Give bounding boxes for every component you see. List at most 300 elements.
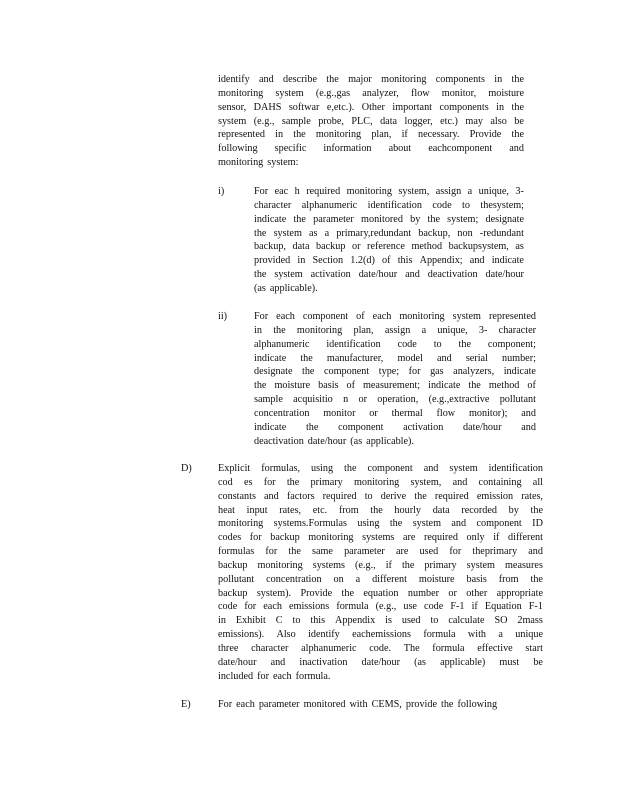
word: for: [408, 366, 421, 378]
word: be: [533, 656, 543, 668]
text-line: [254, 338, 536, 352]
word: specific: [274, 143, 307, 155]
word: date/hour: [463, 421, 502, 433]
word: concentration: [254, 407, 310, 419]
word: the: [293, 129, 306, 141]
word: primary: [310, 476, 343, 488]
word: primary: [424, 559, 457, 571]
word: and: [521, 421, 536, 433]
word: this: [397, 255, 413, 267]
word: required: [306, 186, 341, 197]
text-line: [254, 213, 524, 227]
word: activation: [310, 269, 351, 281]
word: effective: [477, 642, 513, 654]
word: if: [493, 532, 500, 544]
word: may: [465, 115, 483, 127]
text-line: [254, 268, 524, 282]
word: important: [392, 101, 433, 113]
word: system).: [256, 587, 292, 599]
word: the: [401, 559, 415, 571]
word: appropriate: [496, 587, 543, 599]
word: Appendix: [335, 615, 376, 627]
word: parameter: [313, 213, 354, 225]
word: as: [515, 241, 524, 253]
word: of: [356, 311, 365, 322]
word: the: [254, 269, 267, 281]
word: or: [352, 241, 361, 253]
word: if: [401, 129, 408, 141]
word: (as: [350, 435, 363, 447]
word: date/hour: [218, 656, 257, 668]
word: rates,: [521, 490, 543, 502]
intro-paragraph: [218, 73, 524, 170]
word: basis: [466, 573, 487, 585]
word: and: [259, 74, 274, 85]
word: the: [511, 129, 524, 141]
text-line: [218, 504, 543, 518]
word: system: [466, 559, 495, 571]
text-line: [218, 101, 524, 115]
text-line: [254, 352, 536, 366]
word: and: [264, 490, 279, 502]
section-d-marker: D): [181, 463, 192, 474]
word: non: [457, 227, 473, 239]
word: backup: [316, 241, 346, 253]
word: calculate: [448, 615, 485, 627]
word: monitoring: [399, 311, 445, 322]
text-line: [254, 407, 536, 421]
word: alphanumeric: [301, 199, 358, 211]
word: or: [369, 407, 378, 419]
word: following: [218, 143, 258, 155]
text-line: [218, 670, 543, 684]
word: date/hour: [307, 435, 347, 447]
word: the: [370, 504, 383, 516]
text-line: [218, 600, 543, 614]
word: in: [254, 324, 262, 336]
word: for: [244, 601, 257, 613]
word: Equation: [484, 601, 522, 613]
text-line: [218, 559, 543, 573]
text-line: [218, 517, 543, 531]
word: Other: [361, 101, 385, 113]
word: for: [263, 476, 276, 488]
word: component: [302, 311, 349, 322]
word: necessary.: [417, 129, 460, 141]
word: For: [254, 311, 269, 322]
word: activation: [403, 421, 444, 433]
word: character: [254, 199, 292, 211]
word: heat: [218, 504, 235, 516]
word: required: [423, 532, 458, 544]
word: the: [286, 476, 300, 488]
word: monitored: [303, 699, 346, 710]
text-line: [254, 240, 524, 254]
text-line: [218, 87, 524, 101]
word: (as: [414, 656, 426, 668]
text-line: [254, 324, 536, 338]
word: the: [305, 421, 319, 433]
word: monitor);: [468, 407, 508, 419]
word: formula: [432, 642, 465, 654]
word: major: [348, 74, 372, 85]
word: flow: [436, 407, 456, 419]
text-line: [218, 698, 527, 712]
text-line: [218, 462, 543, 476]
text-line: [218, 545, 543, 559]
text-line: [254, 393, 536, 407]
word: following: [457, 699, 498, 710]
word: formula.: [295, 670, 331, 682]
word: the: [511, 74, 524, 85]
text-line: [218, 656, 543, 670]
word: system: [218, 115, 247, 127]
word: monitoring: [218, 87, 264, 99]
word: code: [424, 601, 444, 613]
word: plan,: [371, 129, 392, 141]
word: monitor,: [441, 87, 477, 99]
word: indicate: [503, 366, 536, 378]
word: (e.g.,gas: [315, 87, 351, 99]
text-line: [218, 587, 543, 601]
word: using: [310, 463, 334, 474]
word: parameter: [258, 699, 300, 710]
word: are: [402, 532, 416, 544]
word: all: [532, 476, 543, 488]
text-line: [218, 73, 524, 87]
word: a: [324, 227, 330, 239]
word: system: [275, 87, 304, 99]
word: the: [458, 338, 471, 350]
word: data: [380, 115, 398, 127]
word: monitoring: [381, 74, 427, 85]
word: cod: [218, 476, 233, 488]
text-line: [254, 199, 524, 213]
word: 3-: [515, 186, 524, 197]
word: the: [468, 380, 481, 392]
word: a: [498, 629, 503, 641]
word: etc.: [312, 504, 328, 516]
word: the: [254, 380, 267, 392]
text-line: [254, 254, 524, 268]
word: must: [499, 656, 520, 668]
word: system:: [267, 157, 299, 169]
word: represented: [218, 129, 265, 141]
word: the: [530, 573, 543, 585]
word: and: [270, 656, 286, 668]
word: pollutant: [218, 573, 255, 585]
word: different: [372, 573, 407, 585]
word: deactivation: [254, 435, 304, 447]
word: data: [432, 504, 450, 516]
word: in: [297, 255, 306, 267]
word: eachemissions: [352, 629, 411, 641]
word: (e.g.,: [355, 559, 376, 571]
word: containing: [478, 476, 522, 488]
word: monitoring: [308, 532, 354, 544]
word: from: [338, 504, 359, 516]
word: thesystem;: [480, 199, 524, 211]
word: the: [344, 463, 357, 474]
word: this: [310, 615, 326, 627]
word: theprimary: [472, 546, 518, 558]
word: concentration: [266, 573, 322, 585]
word: a: [467, 186, 473, 197]
section-d-paragraph: [218, 462, 543, 684]
word: eachcomponent: [428, 143, 493, 155]
word: codes: [218, 532, 242, 544]
word: designate: [254, 366, 293, 378]
word: on: [333, 573, 344, 585]
word: system: [273, 227, 302, 239]
word: assign: [435, 186, 462, 197]
word: F-1: [528, 601, 543, 613]
item-i-marker: i): [218, 186, 225, 197]
word: be: [514, 115, 524, 127]
word: to: [462, 199, 470, 211]
word: the: [300, 352, 313, 364]
word: required: [322, 490, 357, 502]
word: and: [469, 255, 485, 267]
word: formulas,: [261, 463, 300, 474]
word: pollutant: [499, 394, 536, 406]
word: or: [358, 394, 367, 406]
word: Exhibit: [235, 615, 266, 627]
word: also: [490, 115, 507, 127]
word: alphanumeric: [301, 642, 357, 654]
word: systems: [312, 559, 345, 571]
word: system,: [398, 186, 430, 197]
word: describe: [283, 74, 317, 85]
word: assign: [384, 324, 411, 336]
word: Provide: [469, 129, 502, 141]
text-line: [254, 435, 536, 449]
word: formulas: [218, 546, 255, 558]
word: (e.g.,: [375, 601, 397, 613]
word: for: [249, 532, 262, 544]
word: data: [292, 241, 310, 253]
text-line: [254, 379, 536, 393]
word: ID: [532, 518, 543, 530]
word: code.: [369, 642, 392, 654]
text-line: [254, 185, 524, 199]
word: probe,: [318, 115, 344, 127]
text-line: [218, 573, 543, 587]
word: with: [349, 699, 368, 710]
word: thermal: [391, 407, 423, 419]
word: designate: [485, 213, 524, 225]
word: date/hour: [361, 656, 401, 668]
word: for: [449, 546, 462, 558]
word: the: [293, 213, 306, 225]
word: (as: [254, 282, 266, 294]
word: PLC,: [351, 115, 373, 127]
word: alphanumeric: [254, 338, 310, 350]
word: moisture: [418, 573, 455, 585]
word: Provide: [300, 587, 333, 599]
word: by: [508, 504, 519, 516]
word: for: [257, 670, 269, 682]
text-line: [218, 642, 543, 656]
word: manufacturer,: [326, 352, 384, 364]
word: F-1: [450, 601, 465, 613]
word: the: [273, 324, 286, 336]
word: each: [372, 311, 392, 322]
word: indicate: [254, 421, 287, 433]
word: (e.g.,: [253, 115, 275, 127]
word: emission: [476, 490, 514, 502]
text-line: [254, 310, 536, 324]
word: monitoring: [346, 186, 392, 197]
word: monitoring: [353, 476, 400, 488]
word: sensor,: [218, 101, 247, 113]
word: sample: [281, 115, 311, 127]
word: Appendix;: [419, 255, 463, 267]
word: and: [509, 143, 524, 155]
word: type;: [378, 366, 400, 378]
word: identification: [367, 199, 422, 211]
word: identify: [218, 74, 250, 85]
word: analyzer,: [362, 87, 399, 99]
word: provide: [405, 699, 437, 710]
word: system: [412, 518, 441, 530]
word: or: [448, 587, 457, 599]
word: measurement;: [362, 380, 421, 392]
word: each: [236, 699, 255, 710]
word: (e.g.,extractive: [428, 394, 490, 406]
word: the: [440, 699, 454, 710]
word: the: [254, 227, 267, 239]
word: SO: [494, 615, 508, 627]
word: For: [218, 699, 233, 710]
word: by: [410, 213, 421, 225]
text-line: [218, 614, 543, 628]
word: system: [274, 269, 303, 281]
word: system;: [447, 213, 479, 225]
word: components: [435, 74, 485, 85]
word: code: [432, 199, 452, 211]
item-ii-paragraph: [254, 310, 536, 448]
word: e,etc.).: [326, 101, 355, 113]
word: to: [292, 615, 301, 627]
text-line: [218, 156, 524, 170]
word: parameter: [344, 546, 385, 558]
word: unique: [515, 629, 543, 641]
word: backup,: [418, 227, 451, 239]
word: to: [433, 338, 442, 350]
text-line: [218, 531, 543, 545]
word: moisture: [274, 380, 311, 392]
word: in: [275, 129, 284, 141]
word: input: [246, 504, 268, 516]
text-line: [218, 142, 524, 156]
word: use: [403, 601, 417, 613]
word: identification: [488, 463, 543, 474]
word: etc.): [440, 115, 458, 127]
word: character: [498, 324, 536, 336]
word: in: [494, 74, 503, 85]
word: monitoring: [296, 324, 343, 336]
word: used: [419, 546, 439, 558]
word: system,: [410, 476, 442, 488]
word: indicate: [428, 380, 461, 392]
word: backup: [218, 559, 248, 571]
word: backup: [270, 532, 300, 544]
word: the: [389, 518, 403, 530]
word: reference: [367, 241, 405, 253]
word: monitoring: [218, 518, 264, 530]
word: deactivation: [427, 269, 478, 281]
word: the: [341, 587, 354, 599]
word: the: [530, 504, 543, 516]
word: monitored: [361, 213, 403, 225]
word: if: [385, 559, 392, 571]
word: only: [466, 532, 485, 544]
word: serial: [465, 352, 488, 364]
word: component: [323, 366, 370, 378]
word: method: [488, 380, 520, 392]
word: each: [276, 311, 295, 322]
word: method: [411, 241, 443, 253]
word: backupsystem,: [448, 241, 509, 253]
word: analyzers,: [453, 366, 495, 378]
word: CEMS,: [371, 699, 402, 710]
word: the: [302, 366, 315, 378]
word: gas: [430, 366, 444, 378]
word: of: [382, 255, 391, 267]
word: code: [218, 601, 238, 613]
word: Explicit: [218, 463, 251, 474]
word: plan,: [353, 324, 374, 336]
word: Section: [312, 255, 344, 267]
word: constants: [218, 490, 256, 502]
word: emissions).: [218, 629, 265, 641]
word: The: [403, 642, 420, 654]
word: to: [364, 490, 373, 502]
word: component: [367, 463, 413, 474]
word: applicable): [440, 656, 486, 668]
text-line: [254, 227, 524, 241]
text-line: [218, 115, 524, 129]
word: are: [395, 546, 409, 558]
word: formula: [336, 601, 369, 613]
item-ii-marker: ii): [218, 311, 228, 322]
word: in: [496, 101, 505, 113]
word: es: [243, 476, 253, 488]
word: sample: [254, 394, 283, 406]
word: provided: [254, 255, 291, 267]
word: systems: [362, 532, 395, 544]
word: included: [218, 670, 254, 682]
word: flow: [410, 87, 430, 99]
word: a: [355, 573, 361, 585]
word: factors: [286, 490, 315, 502]
word: a: [421, 324, 427, 336]
word: 2mass: [517, 615, 543, 627]
word: eac: [274, 186, 289, 197]
text-line: [218, 628, 543, 642]
word: 1.2(d): [350, 255, 375, 267]
word: logger,: [404, 115, 433, 127]
word: and: [528, 546, 543, 558]
word: about: [388, 143, 412, 155]
word: if: [471, 601, 478, 613]
word: character: [251, 642, 289, 654]
word: indicate: [254, 213, 287, 225]
word: monitoring: [315, 129, 362, 141]
word: the: [414, 490, 427, 502]
word: date/hour: [358, 269, 398, 281]
